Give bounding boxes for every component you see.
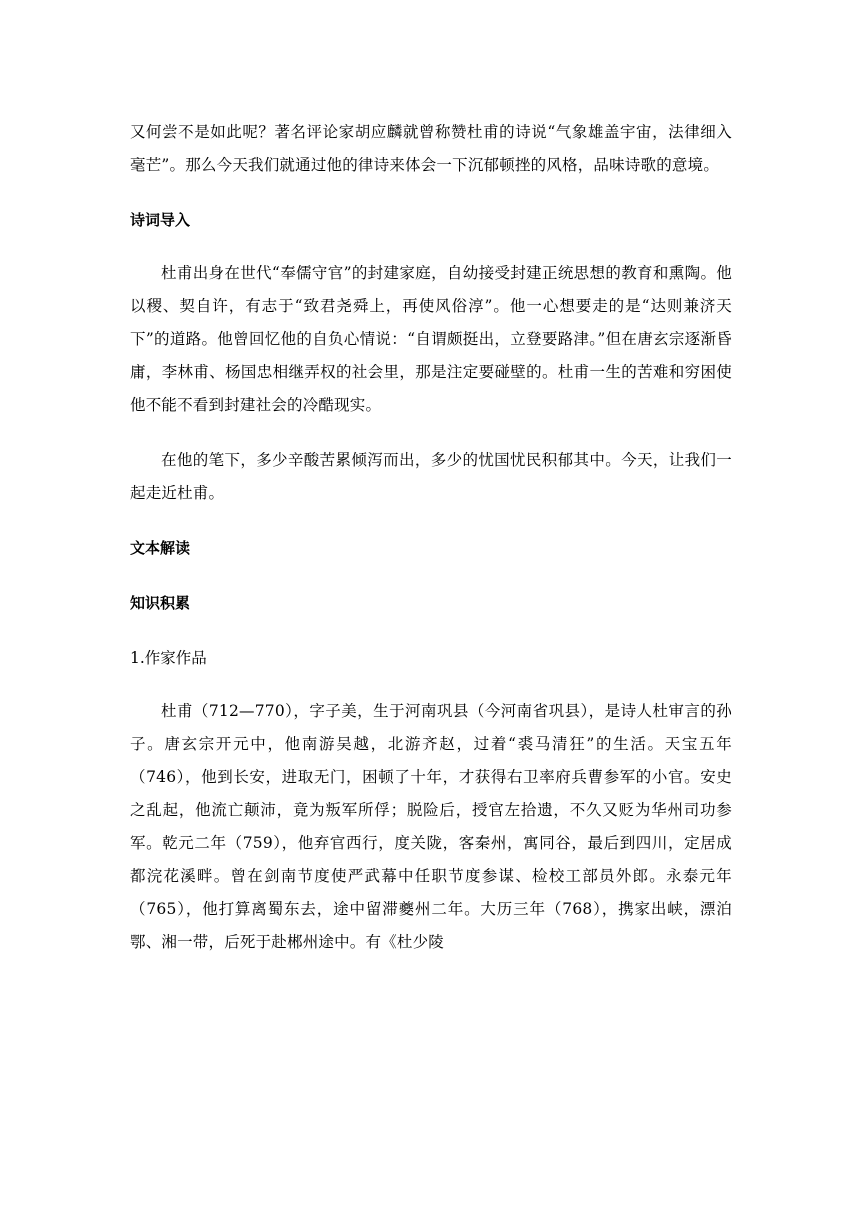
heading-poem-intro: 诗词导入 [130,211,191,229]
heading-knowledge: 知识积累 [130,594,191,612]
paragraph-opening: 又何尝不是如此呢？著名评论家胡应麟就曾称赞杜甫的诗说“气象雄盖宇宙，法律细入毫芒”。那么今天我们就通过他的律诗来体会一下沉郁顿挫的风格，品味诗歌的意境。 [130,123,732,174]
paragraph-du-fu-background: 杜甫出身在世代“奉儒守官”的封建家庭，自幼接受封建正统思想的教育和熏陶。他以稷、契自许，有志于“致君尧舜上，再使风俗淳”。他一心想要走的是“达则兼济天下”的道路。他曾回忆他的自负心情说：“自谓颇挺出，立登要路津。”但在唐玄宗逐渐昏庸，李林甫、杨国忠相继弄权的社会里，那是注定要碰壁的。杜甫一生的苦难和穷困使他不能不看到封建社会的冷酷现实。 [130,264,732,414]
heading-text-reading: 文本解读 [130,539,191,557]
document-page [130,116,732,959]
paragraph-author-biography: 杜甫（712—770），字子美，生于河南巩县（今河南省巩县），是诗人杜审言的孙子。唐玄宗开元中，他南游吴越，北游齐赵，过着“裘马清狂”的生活。天宝五年（746），他到长安，进取无门，困顿了十年，才获得右卫率府兵曹参军的小官。安史之乱起，他流亡颠沛，竟为叛军所俘；脱险后，授官左拾遗，不久又贬为华州司功参军。乾元二年（759），他弃官西行，度关陇，客秦州，寓同谷，最后到四川，定居成都浣花溪畔。曾在剑南节度使严武幕中任职节度参谋、检校工部员外郎。永泰元年（765），他打算离蜀东去，途中留滞夔州二年。大历三年（768），携家出峡，漂泊鄂、湘一带，后死于赴郴州途中。有《杜少陵 [130,702,732,951]
paragraph-approach-du-fu: 在他的笔下，多少辛酸苦累倾泻而出，多少的忧国忧民积郁其中。今天，让我们一起走近杜甫。 [130,451,732,502]
subheading-author-works: 1.作家作品 [130,649,207,667]
